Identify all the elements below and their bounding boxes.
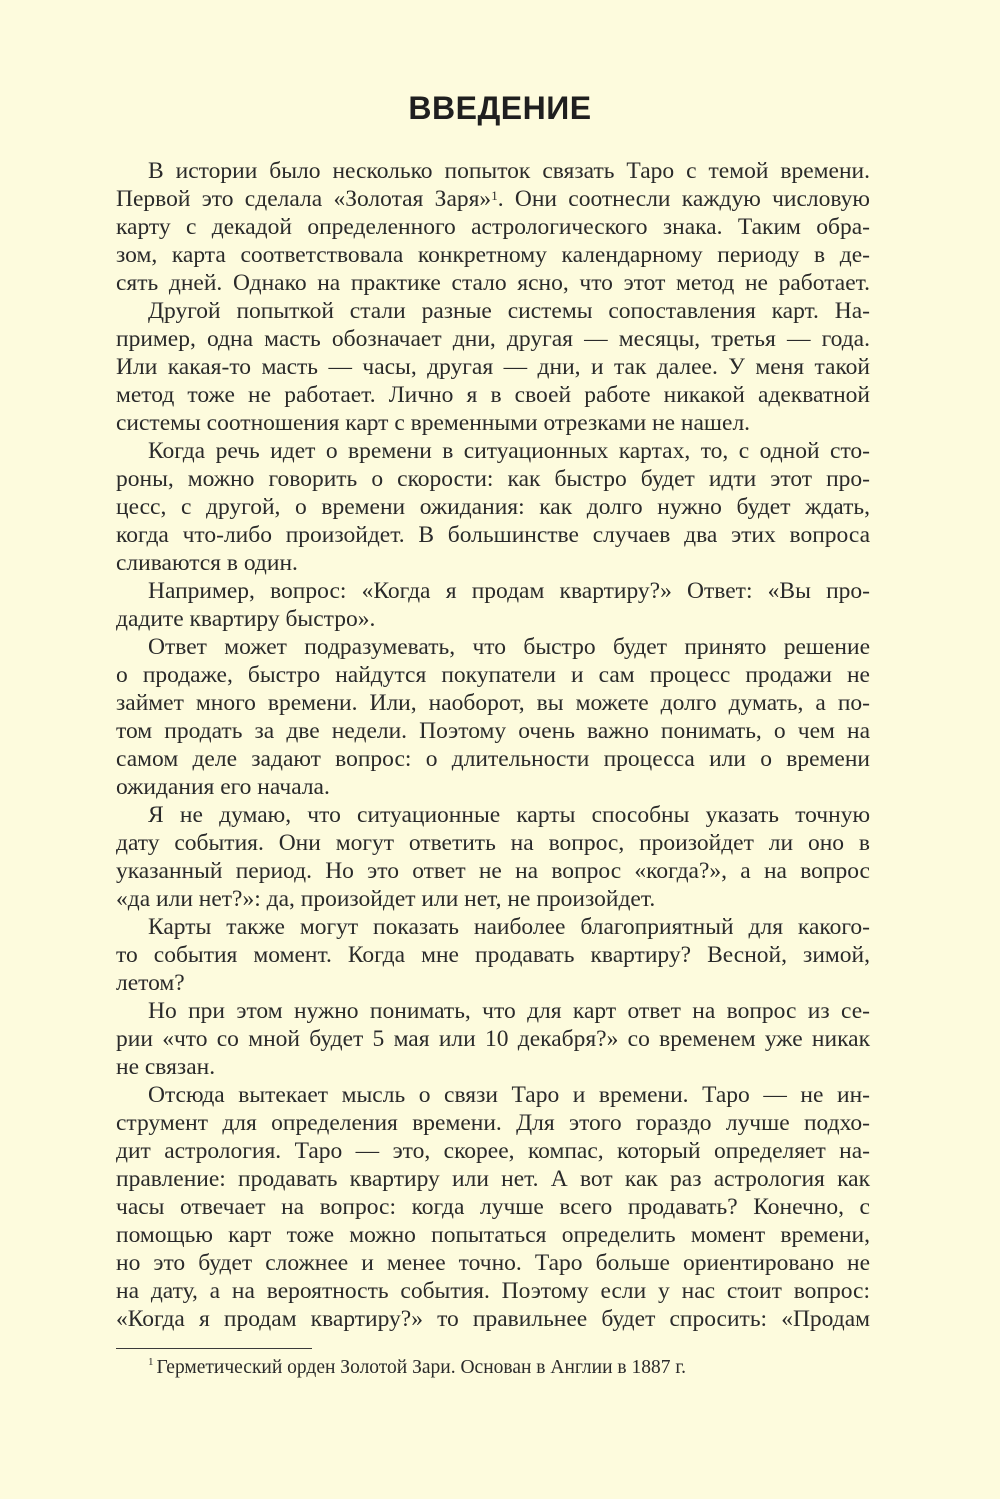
text-line-with-footnote (116, 185, 870, 213)
text-line: Я не думаю, что ситуационные карты способны указать точную (148, 802, 870, 828)
text-line: займет много времени. Или, наоборот, вы можете долго думать, а по- (116, 690, 870, 716)
text-line: когда что-либо произойдет. В большинстве случаев два этих вопроса (116, 522, 870, 548)
text-line: Отсюда вытекает мысль о связи Таро и времени. Таро — не ин- (148, 1082, 870, 1108)
text-line: летом? (116, 970, 185, 996)
text-line: Ответ может подразумевать, что быстро будет принято решение (148, 634, 870, 660)
footnote-reference[interactable]: 1 (491, 188, 498, 203)
text-line: Например, вопрос: «Когда я продам квартиру?» Ответ: «Вы про- (148, 578, 870, 604)
paragraph-5 (116, 633, 870, 801)
text-line: том продать за две недели. Поэтому очень важно понимать, о чем на (116, 718, 870, 744)
footnote-mark: 1 (148, 1356, 154, 1368)
body-text (116, 157, 870, 1333)
text-line: сливаются в один. (116, 550, 298, 576)
text-line: системы соотношения карт с временными отрезками не нашел. (116, 410, 751, 436)
text-line: помощью карт тоже можно попытаться определить момент времени, (116, 1222, 870, 1248)
text-line: карту с декадой определенного астрологического знака. Таким обра- (116, 214, 870, 240)
footnote (148, 1356, 686, 1382)
paragraph-1 (116, 157, 870, 297)
text-line: Или какая-то масть — часы, другая — дни, и так далее. У меня такой (116, 354, 870, 380)
paragraph-6 (116, 801, 870, 913)
text-line: указанный период. Но это ответ не на вопрос «когда?», а на вопрос (116, 858, 870, 884)
text-line: часы отвечает на вопрос: когда лучше всего продавать? Конечно, с (116, 1194, 870, 1220)
text-line: В истории было несколько попыток связать Таро с темой времени. (148, 158, 870, 184)
text-line: то события момент. Когда мне продавать квартиру? Весной, зимой, (116, 942, 870, 968)
paragraph-3 (116, 437, 870, 577)
text-line: цесс, с другой, о времени ожидания: как долго нужно будет ждать, (116, 494, 870, 520)
text-line: дадите квартиру быстро». (116, 606, 376, 632)
text-line: роны, можно говорить о скорости: как быстро будет идти этот про- (116, 466, 870, 492)
text-line: дату события. Они могут ответить на вопрос, произойдет ли оно в (116, 830, 870, 856)
text-segment: . Они соотнесли каждую числовую (497, 186, 870, 212)
paragraph-4 (116, 577, 870, 633)
paragraph-2 (116, 297, 870, 437)
text-line: «Когда я продам квартиру?» то правильнее будет спросить: «Продам (116, 1306, 870, 1332)
text-line: ожидания его начала. (116, 774, 330, 800)
footnote-divider (116, 1348, 312, 1349)
text-line: правление: продавать квартиру или нет. А вот как раз астрология как (116, 1166, 870, 1192)
text-line: струмент для определения времени. Для этого гораздо лучше подхо- (116, 1110, 870, 1136)
text-line: самом деле задают вопрос: о длительности процесса или о времени (116, 746, 870, 772)
text-line: не связан. (116, 1054, 216, 1080)
paragraph-9 (116, 1081, 870, 1333)
text-line: зом, карта соответствовала конкретному календарному периоду в де- (116, 242, 870, 268)
text-line: «да или нет?»: да, произойдет или нет, не произойдет. (116, 886, 656, 912)
text-line: рии «что со мной будет 5 мая или 10 декабря?» со временем уже никак (116, 1026, 870, 1052)
footnote-text: Герметический орден Золотой Зари. Основан в Англии в 1887 г. (156, 1357, 687, 1378)
chapter-title: ВВЕДЕНИЕ (408, 90, 592, 126)
text-line: дит астрология. Таро — это, скорее, компас, который определяет на- (116, 1138, 870, 1164)
text-line: Карты также могут показать наиболее благоприятный для какого- (148, 914, 870, 940)
text-line: о продаже, быстро найдутся покупатели и сам процесс продажи не (116, 662, 870, 688)
text-segment: Первой это сделала «Золотая Заря» (116, 186, 492, 212)
text-line: Другой попыткой стали разные системы сопоставления карт. На- (148, 298, 870, 324)
text-line: сять дней. Однако на практике стало ясно, что этот метод не работает. (116, 270, 870, 296)
text-line: на дату, а на вероятность события. Поэтому если у нас стоит вопрос: (116, 1278, 870, 1304)
text-line: Но при этом нужно понимать, что для карт ответ на вопрос из се- (148, 998, 870, 1024)
paragraph-7 (116, 913, 870, 997)
text-line: пример, одна масть обозначает дни, другая — месяцы, третья — года. (116, 326, 870, 352)
text-line: Когда речь идет о времени в ситуационных картах, то, с одной сто- (148, 438, 870, 464)
text-line: но это будет сложнее и менее точно. Таро больше ориентировано не (116, 1250, 870, 1276)
text-line: метод тоже не работает. Лично я в своей работе никакой адекватной (116, 382, 870, 408)
paragraph-8 (116, 997, 870, 1081)
